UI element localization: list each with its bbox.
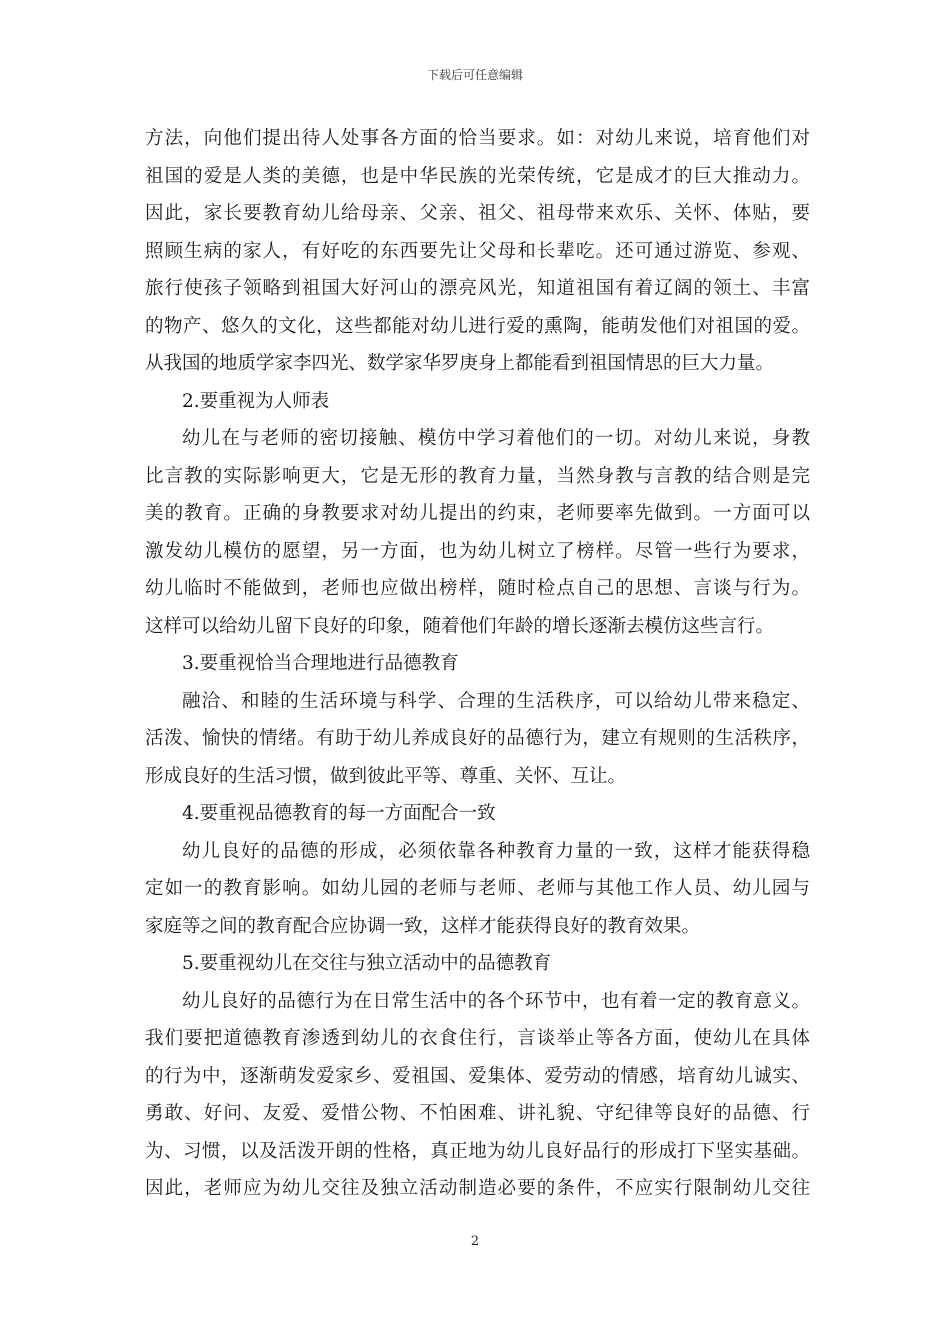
section-heading xyxy=(145,945,810,983)
body-paragraph xyxy=(145,983,810,1208)
body-paragraph xyxy=(145,683,810,796)
page-header: 下载后可任意编辑 xyxy=(426,68,523,82)
text-line: 3.要重视恰当合理地进行品德教育 xyxy=(182,653,459,674)
text-line: 活泼、愉快的情绪。有助于幼儿养成良好的品德行为，建立有规则的生活秩序， xyxy=(145,728,810,749)
text-line: 家庭等之间的教育配合应协调一致，这样才能获得良好的教育效果。 xyxy=(145,915,701,937)
text-line: 定如一的教育影响。如幼儿园的老师与老师、老师与其他工作人员、幼儿园与 xyxy=(145,878,810,899)
text-line: 4.要重视品德教育的每一方面配合一致 xyxy=(182,803,496,824)
text-line: 美的教育。正确的身教要求对幼儿提出的约束，老师要率先做到。一方面可以 xyxy=(145,503,810,524)
text-line: 幼儿在与老师的密切接触、模仿中学习着他们的一切。对幼儿来说，身教 xyxy=(182,428,810,449)
text-line: 融洽、和睦的生活环境与科学、合理的生活秩序，可以给幼儿带来稳定、 xyxy=(182,690,810,712)
text-line: 勇敢、好问、友爱、爱惜公物、不怕困难、讲礼貌、守纪律等良好的品德、行 xyxy=(145,1103,810,1124)
text-line: 祖国的爱是人类的美德，也是中华民族的光荣传统，它是成才的巨大推动力。 xyxy=(145,165,810,187)
text-line: 2.要重视为人师表 xyxy=(182,390,330,412)
document-body xyxy=(145,120,810,1208)
text-line: 旅行使孩子领略到祖国大好河山的漂亮风光，知道祖国有着辽阔的领土、丰富 xyxy=(145,278,810,299)
text-line: 形成良好的生活习惯，做到彼此平等、尊重、关怀、互让。 xyxy=(145,765,627,787)
text-line: 5.要重视幼儿在交往与独立活动中的品德教育 xyxy=(182,953,552,974)
text-line: 方法，向他们提出待人处事各方面的恰当要求。如：对幼儿来说，培育他们对 xyxy=(145,128,810,149)
section-heading xyxy=(145,795,810,833)
text-line: 因此，老师应为幼儿交往及独立活动制造必要的条件，不应实行限制幼儿交往 xyxy=(145,1178,810,1199)
body-paragraph xyxy=(145,833,810,946)
section-heading xyxy=(145,645,810,683)
text-line: 幼儿临时不能做到，老师也应做出榜样，随时检点自己的思想、言谈与行为。 xyxy=(145,578,810,599)
section-heading xyxy=(145,383,810,421)
text-line: 因此，家长要教育幼儿给母亲、父亲、祖父、祖母带来欢乐、关怀、体贴，要 xyxy=(145,203,810,224)
text-line: 这样可以给幼儿留下良好的印象，随着他们年龄的增长逐渐去模仿这些言行。 xyxy=(145,615,775,637)
text-line: 我们要把道德教育渗透到幼儿的衣食住行，言谈举止等各方面，使幼儿在具体 xyxy=(145,1028,810,1049)
text-line: 的行为中，逐渐萌发爱家乡、爱祖国、爱集体、爱劳动的情感，培育幼儿诚实、 xyxy=(145,1065,810,1087)
text-line: 照顾生病的家人，有好吃的东西要先让父母和长辈吃。还可通过游览、参观、 xyxy=(145,240,810,262)
page-number: 2 xyxy=(470,1234,480,1249)
text-line: 幼儿良好的品德的形成，必须依靠各种教育力量的一致，这样才能获得稳 xyxy=(182,840,810,862)
text-line: 为、习惯，以及活泼开朗的性格，真正地为幼儿良好品行的形成打下坚实基础。 xyxy=(145,1140,810,1162)
body-paragraph xyxy=(145,120,810,383)
text-line: 比言教的实际影响更大，它是无形的教育力量，当然身教与言教的结合则是完 xyxy=(145,465,810,487)
text-line: 从我国的地质学家李四光、数学家华罗庚身上都能看到祖国情思的巨大力量。 xyxy=(145,353,775,374)
text-line: 激发幼儿模仿的愿望，另一方面，也为幼儿树立了榜样。尽管一些行为要求， xyxy=(145,540,810,562)
text-line: 幼儿良好的品德行为在日常生活中的各个环节中，也有着一定的教育意义。 xyxy=(182,990,810,1012)
body-paragraph xyxy=(145,420,810,645)
text-line: 的物产、悠久的文化，这些都能对幼儿进行爱的熏陶，能萌发他们对祖国的爱。 xyxy=(145,315,810,337)
